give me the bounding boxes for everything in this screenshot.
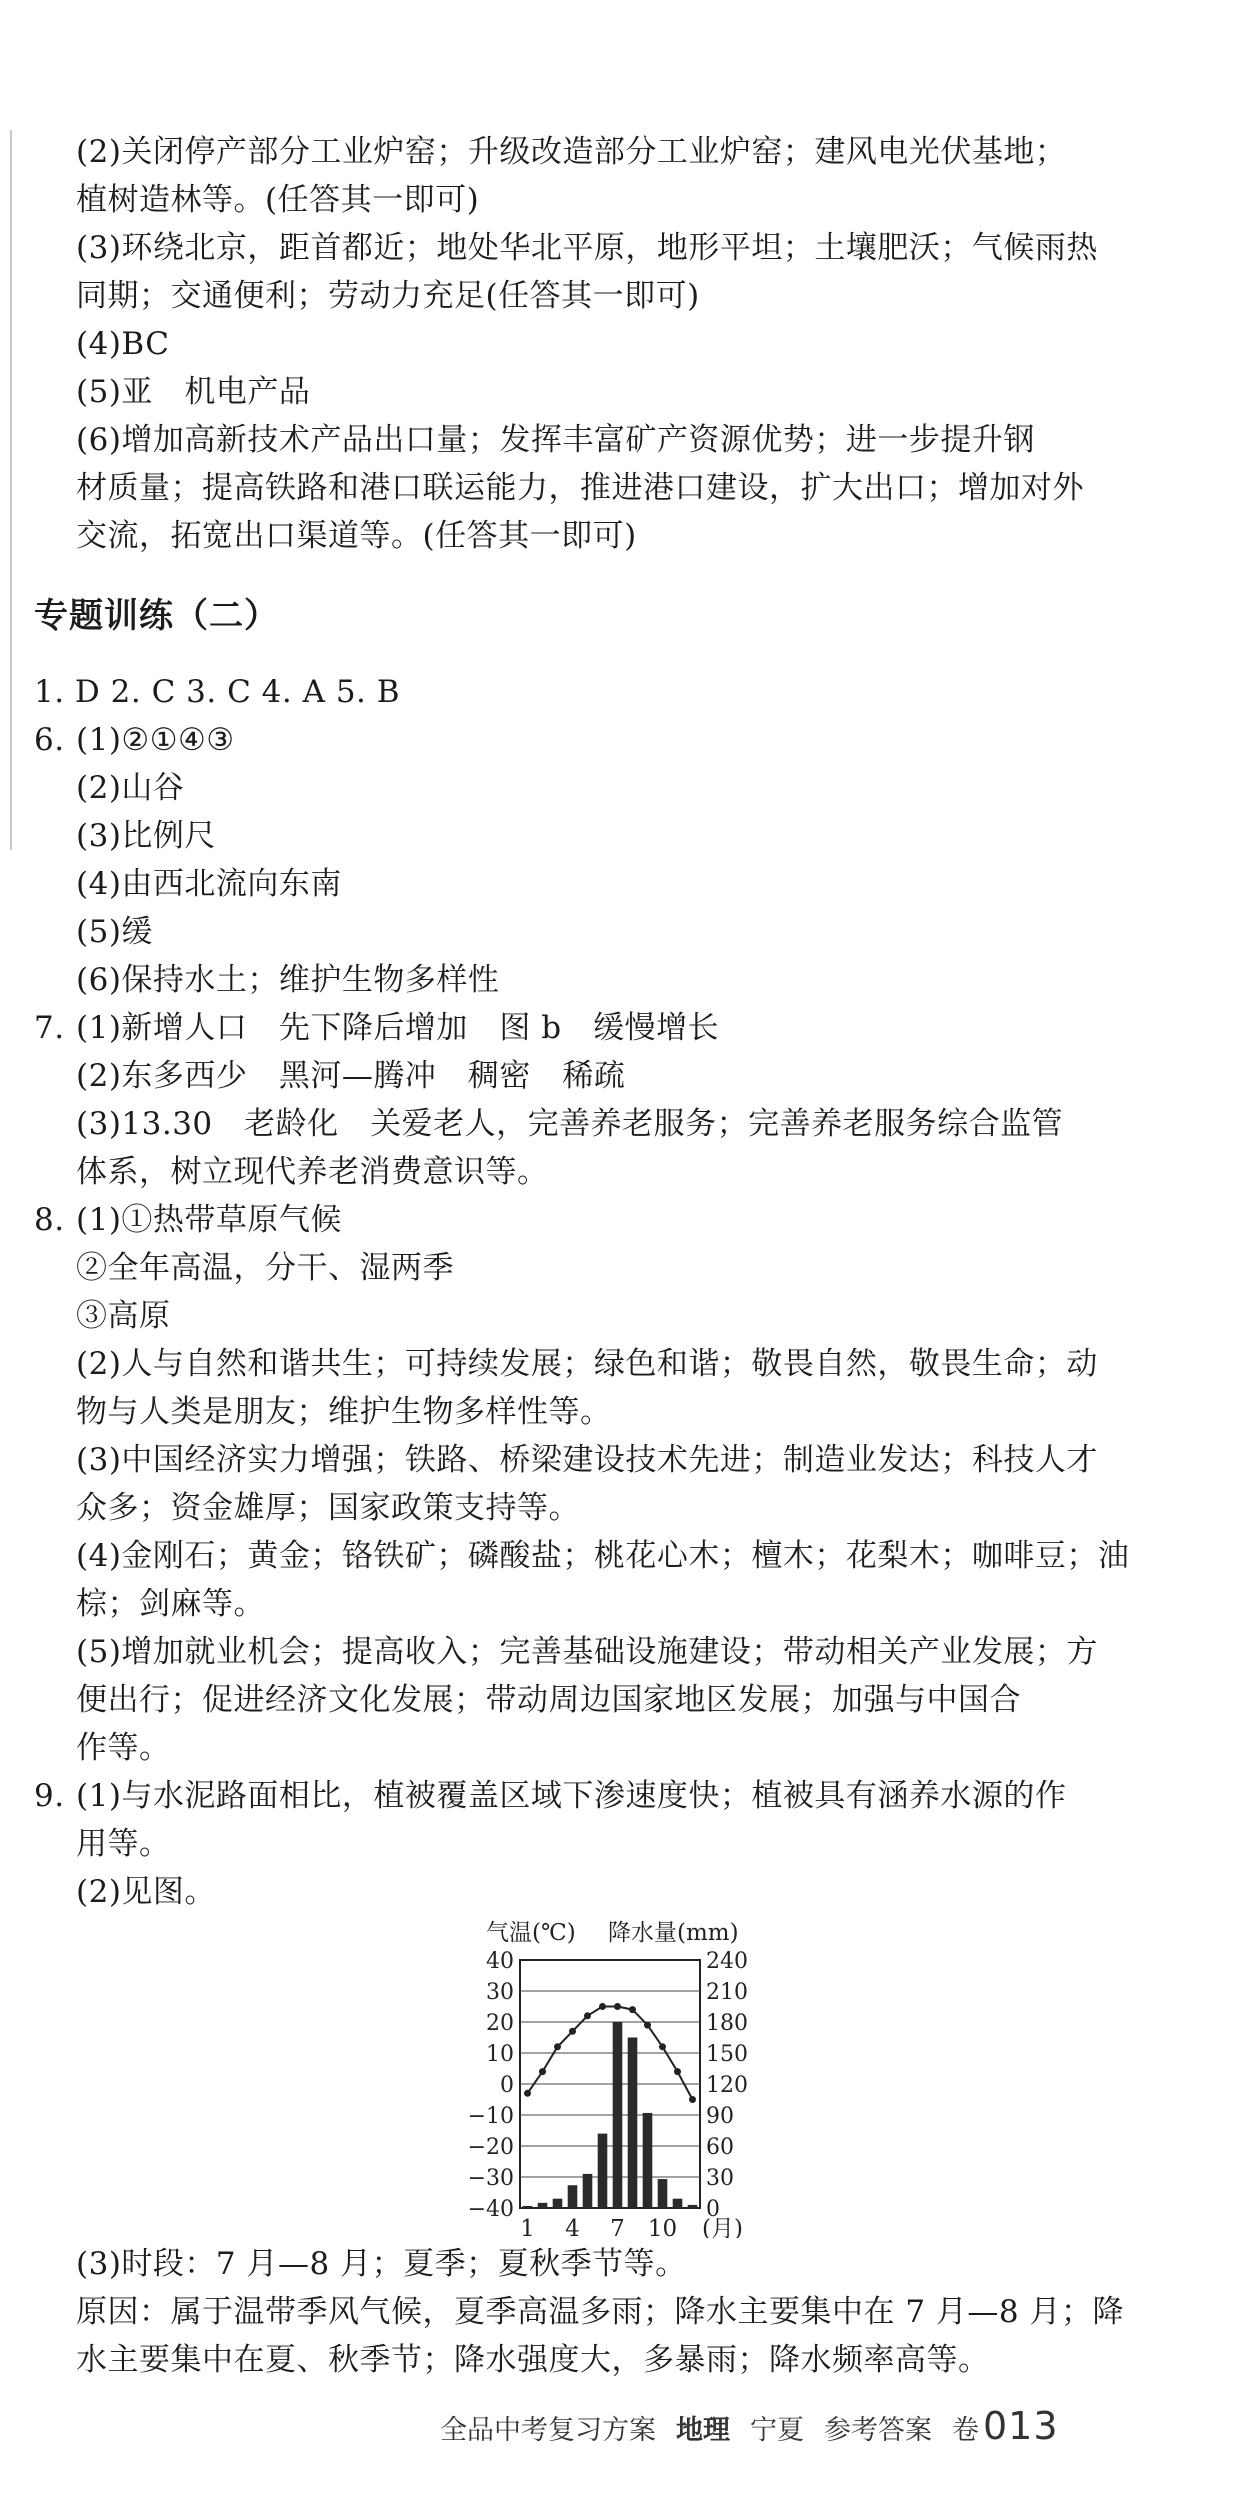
left-tick-label: 20: [486, 2011, 514, 2036]
question-9-line: [34, 1772, 1204, 1820]
footer-book-title: 全品中考复习方案: [440, 2415, 656, 2446]
answer-line: 植树造林等。(任答其一即可): [76, 182, 480, 218]
question-number: 8.: [34, 1202, 65, 1238]
right-tick-label: 30: [706, 2166, 734, 2191]
precipitation-bar: [568, 2185, 578, 2208]
precipitation-bar: [628, 2038, 638, 2209]
answer-line: 水主要集中在夏、秋季节；降水强度大，多暴雨；降水频率高等。: [76, 2342, 990, 2378]
left-axis-label: 气温(℃): [486, 1920, 576, 1946]
answer-line: 众多；资金雄厚；国家政策支持等。: [76, 1490, 580, 1526]
left-tick-label: 30: [486, 1980, 514, 2005]
x-tick-label: 4: [565, 2216, 580, 2238]
footer-region: 宁夏: [750, 2415, 804, 2446]
climate-chart-svg: [440, 1918, 780, 2238]
answers-block: [34, 668, 1204, 1916]
answer-continuation-block: [34, 2240, 1204, 2384]
footer-volume-label: 卷: [952, 2415, 979, 2446]
footer-section: 参考答案: [824, 2415, 932, 2446]
prev-answer-block: [34, 128, 1204, 560]
temperature-point: [674, 2068, 681, 2075]
answer-line: (3)环绕北京，距首都近；地处华北平原，地形平坦；土壤肥沃；气候雨热: [76, 230, 1098, 266]
section-title: 专题训练（二）: [34, 596, 279, 636]
footer-subject: 地理: [676, 2415, 730, 2446]
left-tick-label: 0: [500, 2073, 514, 2098]
answer-line: (4)金刚石；黄金；铬铁矿；磷酸盐；桃花心木；檀木；花梨木；咖啡豆；油: [76, 1538, 1130, 1574]
temperature-point: [569, 2028, 576, 2035]
right-tick-label: 60: [706, 2135, 734, 2160]
answer-line: (2)见图。: [76, 1874, 216, 1910]
left-tick-label: −20: [467, 2135, 514, 2160]
page-number: 013: [983, 2404, 1059, 2448]
temperature-point: [614, 2003, 621, 2010]
question-number: 7.: [34, 1010, 65, 1046]
precipitation-bar: [583, 2174, 593, 2208]
answer-line: (3)比例尺: [76, 818, 216, 854]
answer-line: 原因：属于温带季风气候，夏季高温多雨；降水主要集中在 7 月—8 月；降: [76, 2294, 1125, 2330]
right-tick-label: 90: [706, 2104, 734, 2129]
answer-line: 材质量；提高铁路和港口联运能力，推进港口建设，扩大出口；增加对外: [76, 470, 1084, 506]
precipitation-bar: [538, 2203, 548, 2208]
answer-line: (3)时段：7 月—8 月；夏季；夏秋季节等。: [76, 2246, 687, 2282]
x-tick-label: 7: [610, 2216, 625, 2238]
answer-line: 体系，树立现代养老消费意识等。: [76, 1154, 549, 1190]
page-footer: [440, 2404, 1220, 2464]
temperature-point: [689, 2096, 696, 2103]
answer-line: (3)中国经济实力增强；铁路、桥梁建设技术先进；制造业发达；科技人才: [76, 1442, 1098, 1478]
question-7-line: [34, 1004, 1204, 1052]
right-tick-label: 0: [706, 2197, 720, 2222]
answer-line: 同期；交通便利；劳动力充足(任答其一即可): [76, 278, 700, 314]
answer-line: (2)山谷: [76, 770, 185, 806]
answer-line: ②全年高温，分干、湿两季: [76, 1250, 454, 1286]
x-tick-label: 10: [647, 2216, 678, 2238]
temperature-point: [539, 2068, 546, 2075]
question-number: 6.: [34, 722, 65, 758]
answer-line: (5)亚 机电产品: [76, 374, 311, 410]
answer-line: 作等。: [76, 1730, 171, 1766]
temperature-point: [644, 2022, 651, 2029]
margin-line: [10, 130, 12, 850]
answer-line: 便出行；促进经济文化发展；带动周边国家地区发展；加强与中国合: [76, 1682, 1021, 1718]
right-axis-label: 降水量(mm): [608, 1920, 739, 1946]
question-number: 9.: [34, 1778, 65, 1814]
right-tick-label: 210: [706, 1980, 748, 2005]
temperature-point: [584, 2012, 591, 2019]
answer-text: (1)新增人口 先下降后增加 图 b 缓慢增长: [76, 1010, 720, 1046]
precipitation-bar: [673, 2199, 683, 2208]
temperature-point: [554, 2043, 561, 2050]
answer-line: (4)由西北流向东南: [76, 866, 342, 902]
temperature-point: [659, 2043, 666, 2050]
left-tick-label: −40: [467, 2197, 514, 2222]
answer-line: (5)缓: [76, 914, 153, 950]
right-tick-label: 120: [706, 2073, 748, 2098]
temperature-point: [599, 2003, 606, 2010]
temperature-point: [524, 2090, 531, 2097]
right-tick-label: 150: [706, 2042, 748, 2067]
precipitation-bar: [598, 2134, 608, 2208]
temperature-point: [629, 2006, 636, 2013]
x-unit-label: (月): [702, 2216, 743, 2238]
answer-line: (2)关闭停产部分工业炉窑；升级改造部分工业炉窑；建风电光伏基地；: [76, 134, 1067, 170]
answer-line: 棕；剑麻等。: [76, 1586, 265, 1622]
question-6-line: [34, 716, 1204, 764]
answer-line: 物与人类是朋友；维护生物多样性等。: [76, 1394, 612, 1430]
answer-line: ③高原: [76, 1298, 171, 1334]
answer-line: (6)增加高新技术产品出口量；发挥丰富矿产资源优势；进一步提升钢: [76, 422, 1035, 458]
left-tick-label: 10: [486, 2042, 514, 2067]
answer-text: (1)①热带草原气候: [76, 1202, 342, 1238]
left-tick-label: −10: [467, 2104, 514, 2129]
answer-line: (4)BC: [76, 326, 170, 362]
mc-answers-line: 1. D 2. C 3. C 4. A 5. B: [34, 674, 401, 710]
x-tick-label: 1: [520, 2216, 535, 2238]
climate-chart: [440, 1918, 780, 2238]
right-tick-label: 180: [706, 2011, 748, 2036]
precipitation-bar: [643, 2113, 653, 2208]
precipitation-bar: [613, 2022, 623, 2208]
answer-line: 交流，拓宽出口渠道等。(任答其一即可): [76, 518, 637, 554]
question-8-line: [34, 1196, 1204, 1244]
right-tick-label: 240: [706, 1949, 748, 1974]
answer-line: (6)保持水土；维护生物多样性: [76, 962, 500, 998]
answer-line: (5)增加就业机会；提高收入；完善基础设施建设；带动相关产业发展；方: [76, 1634, 1098, 1670]
precipitation-bar: [553, 2199, 563, 2208]
answer-line: (3)13.30 老龄化 关爱老人，完善养老服务；完善养老服务综合监管: [76, 1106, 1064, 1142]
answer-text: (1)与水泥路面相比，植被覆盖区域下渗速度快；植被具有涵养水源的作: [76, 1778, 1067, 1814]
left-tick-label: −30: [467, 2166, 514, 2191]
precipitation-bar: [658, 2179, 668, 2208]
precipitation-bar: [688, 2205, 698, 2208]
answer-text: (1)②①④③: [76, 722, 235, 758]
left-tick-label: 40: [486, 1949, 514, 1974]
answer-line: (2)人与自然和谐共生；可持续发展；绿色和谐；敬畏自然，敬畏生命；动: [76, 1346, 1098, 1382]
answer-line: (2)东多西少 黑河—腾冲 稠密 稀疏: [76, 1058, 626, 1094]
answer-line: 用等。: [76, 1826, 171, 1862]
precipitation-bar: [523, 2206, 533, 2208]
